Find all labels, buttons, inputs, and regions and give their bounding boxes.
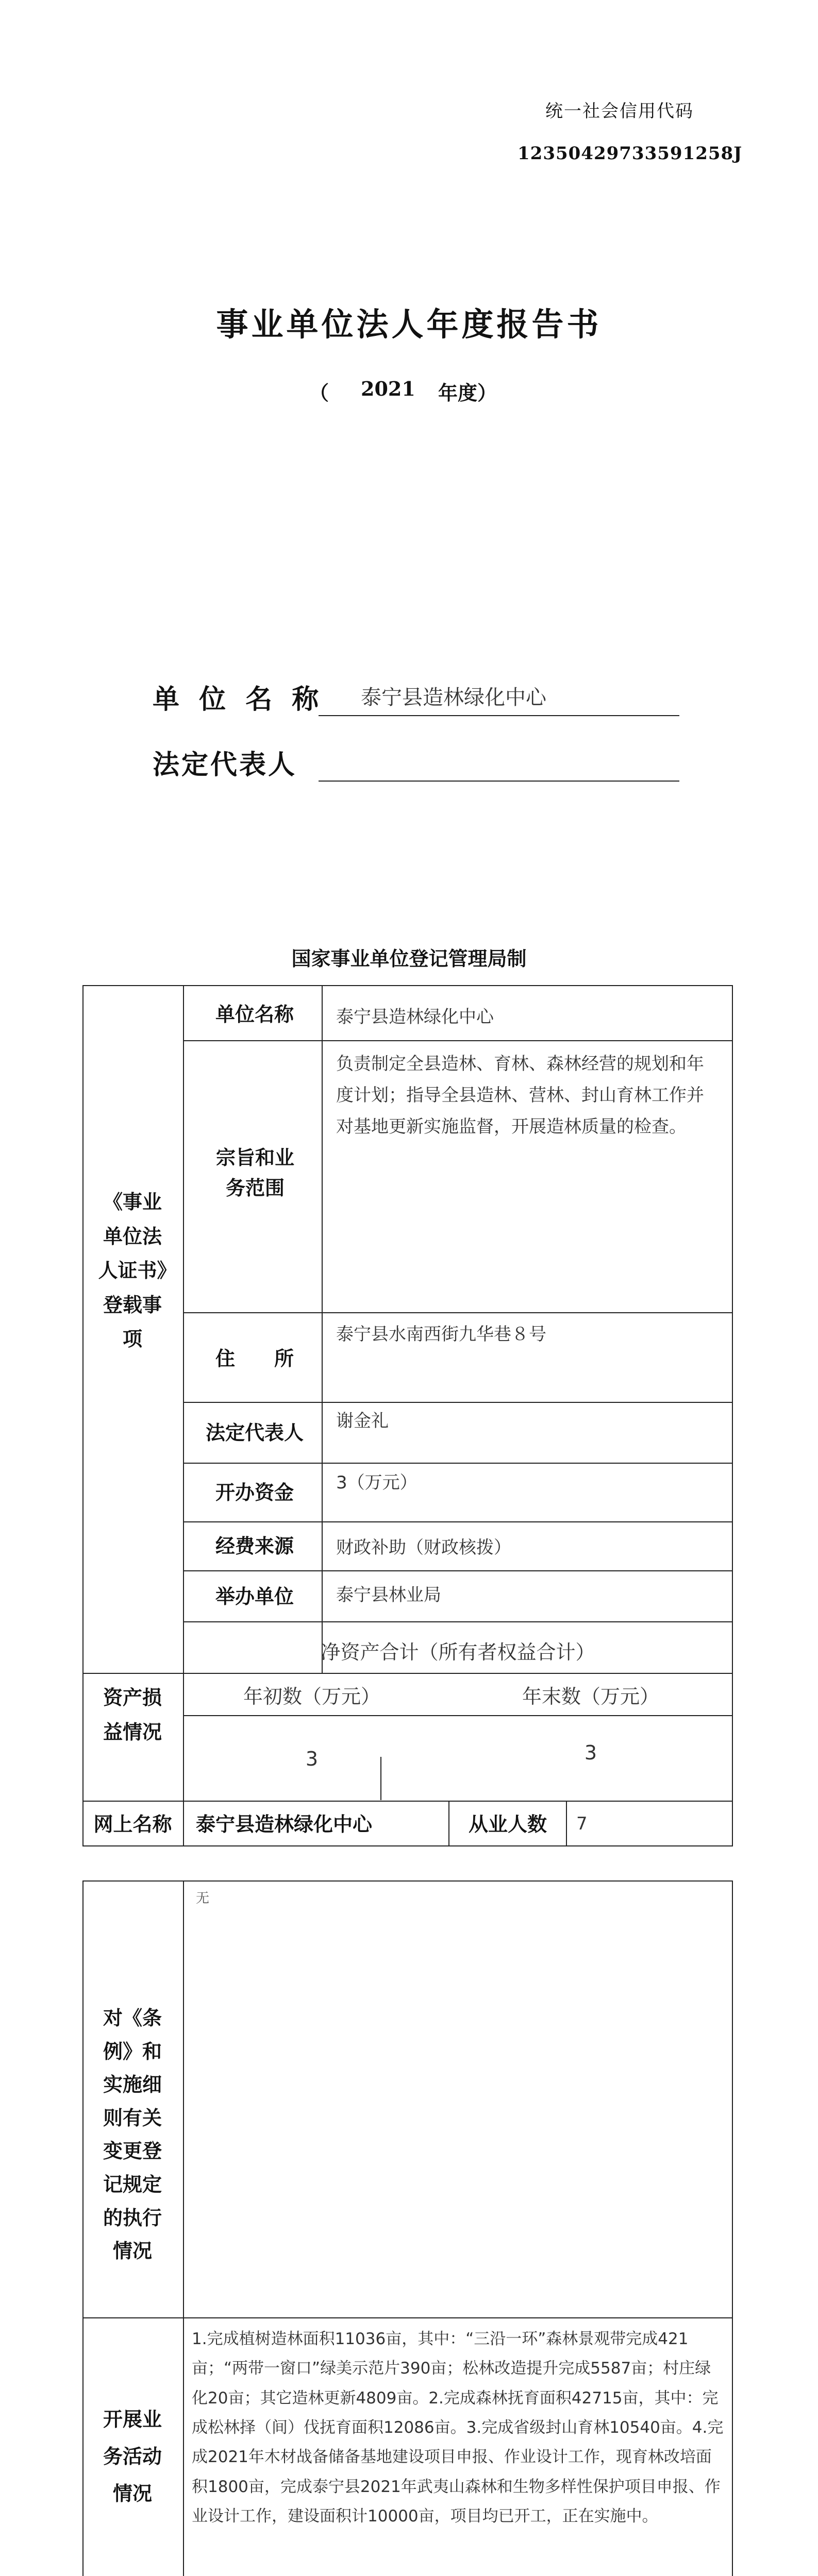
compliance-label: 对《条例》和实施细则有关变更登记规定的执行情况 — [103, 2007, 162, 2263]
purpose-label: 宗旨和业务范围 — [215, 1146, 294, 1199]
end-year-label: 年末数（万元） — [522, 1685, 659, 1708]
staff-count-label: 从业人数 — [468, 1813, 547, 1836]
year-open: （ — [309, 381, 329, 404]
fund-source-value: 财政补助（财政核拨） — [336, 1537, 511, 1558]
activities-label: 开展业务活动情况 — [103, 2408, 162, 2505]
web-name-label: 网上名称 — [93, 1813, 172, 1836]
legal-rep-value: 谢金礼 — [336, 1411, 389, 1431]
web-name-value: 泰宁县造林绿化中心 — [196, 1813, 373, 1836]
sponsor-label: 举办单位 — [215, 1585, 294, 1608]
fund-source-label: 经费来源 — [215, 1535, 294, 1557]
assets-section-label: 资产损益情况 — [103, 1686, 162, 1743]
legal-rep-label: 法定代表人 — [205, 1421, 304, 1444]
cover-unit-name-value: 泰宁县造林绿化中心 — [361, 686, 546, 709]
address-label: 住 所 — [215, 1347, 294, 1370]
credit-code-label: 统一社会信用代码 — [545, 101, 694, 122]
begin-year-value: 3 — [305, 1748, 319, 1770]
unit-name-label: 单位名称 — [215, 1003, 294, 1026]
certificate-section-label: 《事业单位法人证书》登载事项 — [98, 1191, 167, 1350]
cover-unit-name-label: 单 位 名 称 — [153, 684, 324, 715]
end-year-value: 3 — [584, 1741, 597, 1764]
unit-name-value: 泰宁县造林绿化中心 — [336, 1007, 494, 1027]
issuer: 国家事业单位登记管理局制 — [291, 947, 527, 970]
activities-value: 1.完成植树造林面积11036亩，其中：“三沿一环”森林景观带完成421亩；“两带一窗口”绿美示范片390亩；松林改造提升完成5587亩；村庄绿化20亩；其它造林更新4809亩。2.完成森林抚育面积42715亩，其中：完成松林择（间）伐抚育面积12086亩。3.完成省级封山育林10540亩。4.完成2021年木材战备储备基地建设项目申报、作业设计工作，现育林改培面积1800亩，完成泰宁县2021年武夷山森林和生物多样性保护项目申报、作业设计工作，建设面积计10000亩，项目均已开工，正在实施中。 — [192, 2330, 724, 2526]
year-close: 年度） — [438, 381, 497, 404]
purpose-value: 负责制定全县造林、育林、森林经营的规划和年度计划；指导全县造林、营林、封山育林工作并对基地更新实施监督，开展造林质量的检查。 — [336, 1054, 704, 1138]
funds-label: 开办资金 — [215, 1481, 294, 1504]
cover-legal-rep-label: 法定代表人 — [153, 750, 297, 781]
begin-year-label: 年初数（万元） — [243, 1685, 380, 1708]
compliance-value: 无 — [196, 1891, 210, 1906]
credit-code-value: 12350429733591258J — [517, 143, 743, 164]
net-assets-total-label: 净资产合计（所有者权益合计） — [321, 1641, 595, 1664]
report-year: 2021 — [361, 377, 415, 400]
cover-legal-rep-underline — [319, 781, 679, 782]
sponsor-value: 泰宁县林业局 — [336, 1585, 441, 1605]
address-value: 泰宁县水南西街九华巷８号 — [336, 1324, 546, 1345]
report-title: 事业单位法人年度报告书 — [216, 306, 602, 343]
cover-unit-name-underline — [319, 715, 679, 716]
staff-count-value: 7 — [576, 1814, 588, 1834]
funds-value: 3（万元） — [336, 1472, 418, 1493]
